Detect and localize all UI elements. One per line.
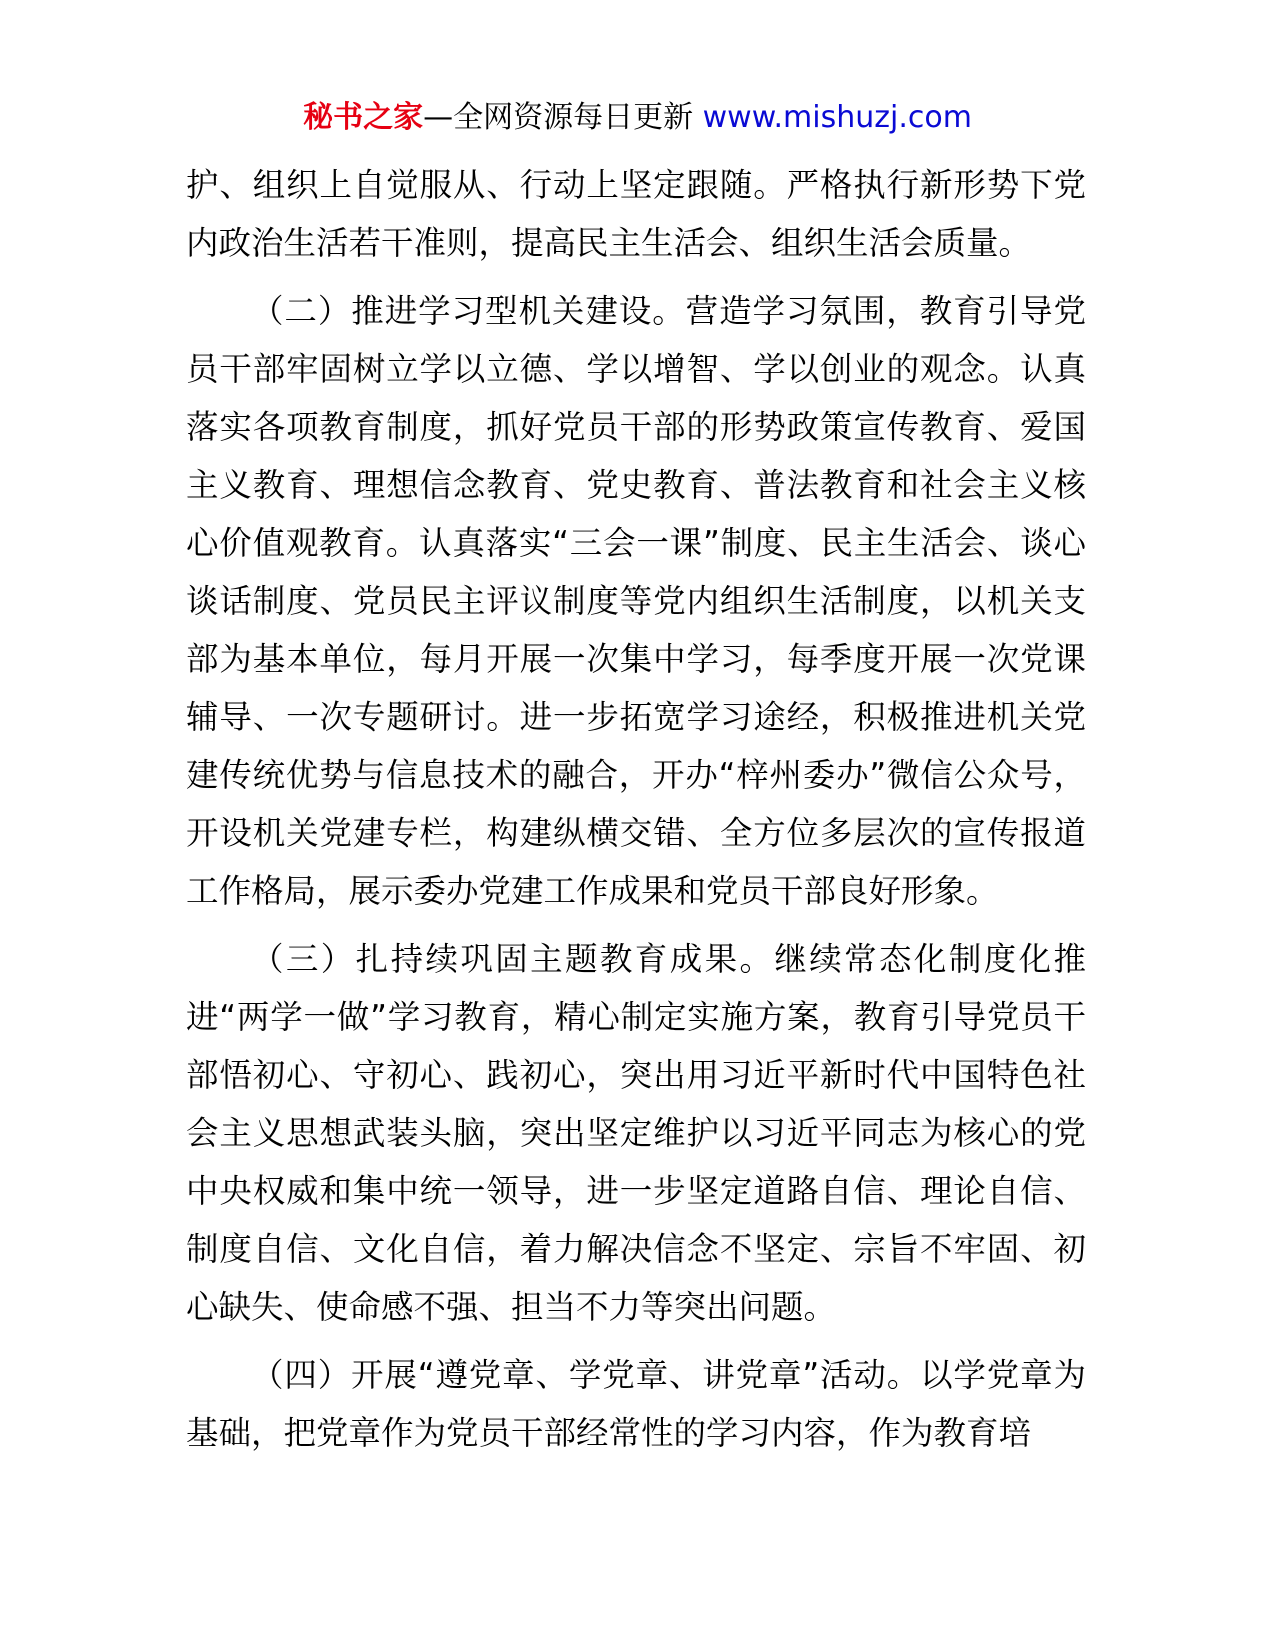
paragraph-section-4: （四）开展“遵党章、学党章、讲党章”活动。以学党章为基础，把党章作为党员干部经常性的学习内容，作为教育培 xyxy=(186,1356,1086,1452)
paragraph-section-3: （三）扎持续巩固主题教育成果。继续常态化制度化推进“两学一做”学习教育，精心制定实施方案，教育引导党员干部悟初心、守初心、践初心，突出用习近平新时代中国特色社会主义思想武装头脑，突出坚定维护以习近平同志为核心的党中央权威和集中统一领导，进一步坚定道路自信、理论自信、制度自信、文化自信，着力解决信念不坚定、宗旨不牢固、初心缺失、使命感不强、担当不力等突出问题。 xyxy=(186,940,1086,1326)
site-header xyxy=(0,96,1275,140)
document-body xyxy=(186,156,1086,1462)
site-url-link[interactable]: www.mishuzj.com xyxy=(702,100,972,135)
paragraph-continuation: 护、组织上自觉服从、行动上坚定跟随。严格执行新形势下党内政治生活若干准则，提高民主生活会、组织生活会质量。 xyxy=(186,166,1086,262)
site-tagline: —全网资源每日更新 xyxy=(423,100,703,135)
paragraph-section-2: （二）推进学习型机关建设。营造学习氛围，教育引导党员干部牢固树立学以立德、学以增智、学以创业的观念。认真落实各项教育制度，抓好党员干部的形势政策宣传教育、爱国主义教育、理想信念教育、党史教育、普法教育和社会主义核心价值观教育。认真落实“三会一课”制度、民主生活会、谈心谈话制度、党员民主评议制度等党内组织生活制度，以机关支部为基本单位，每月开展一次集中学习，每季度开展一次党课辅导、一次专题研讨。进一步拓宽学习途经，积极推进机关党建传统优势与信息技术的融合，开办“梓州委办”微信公众号，开设机关党建专栏，构建纵横交错、全方位多层次的宣传报道工作格局，展示委办党建工作成果和党员干部良好形象。 xyxy=(186,292,1086,910)
site-brand: 秘书之家 xyxy=(303,100,424,135)
